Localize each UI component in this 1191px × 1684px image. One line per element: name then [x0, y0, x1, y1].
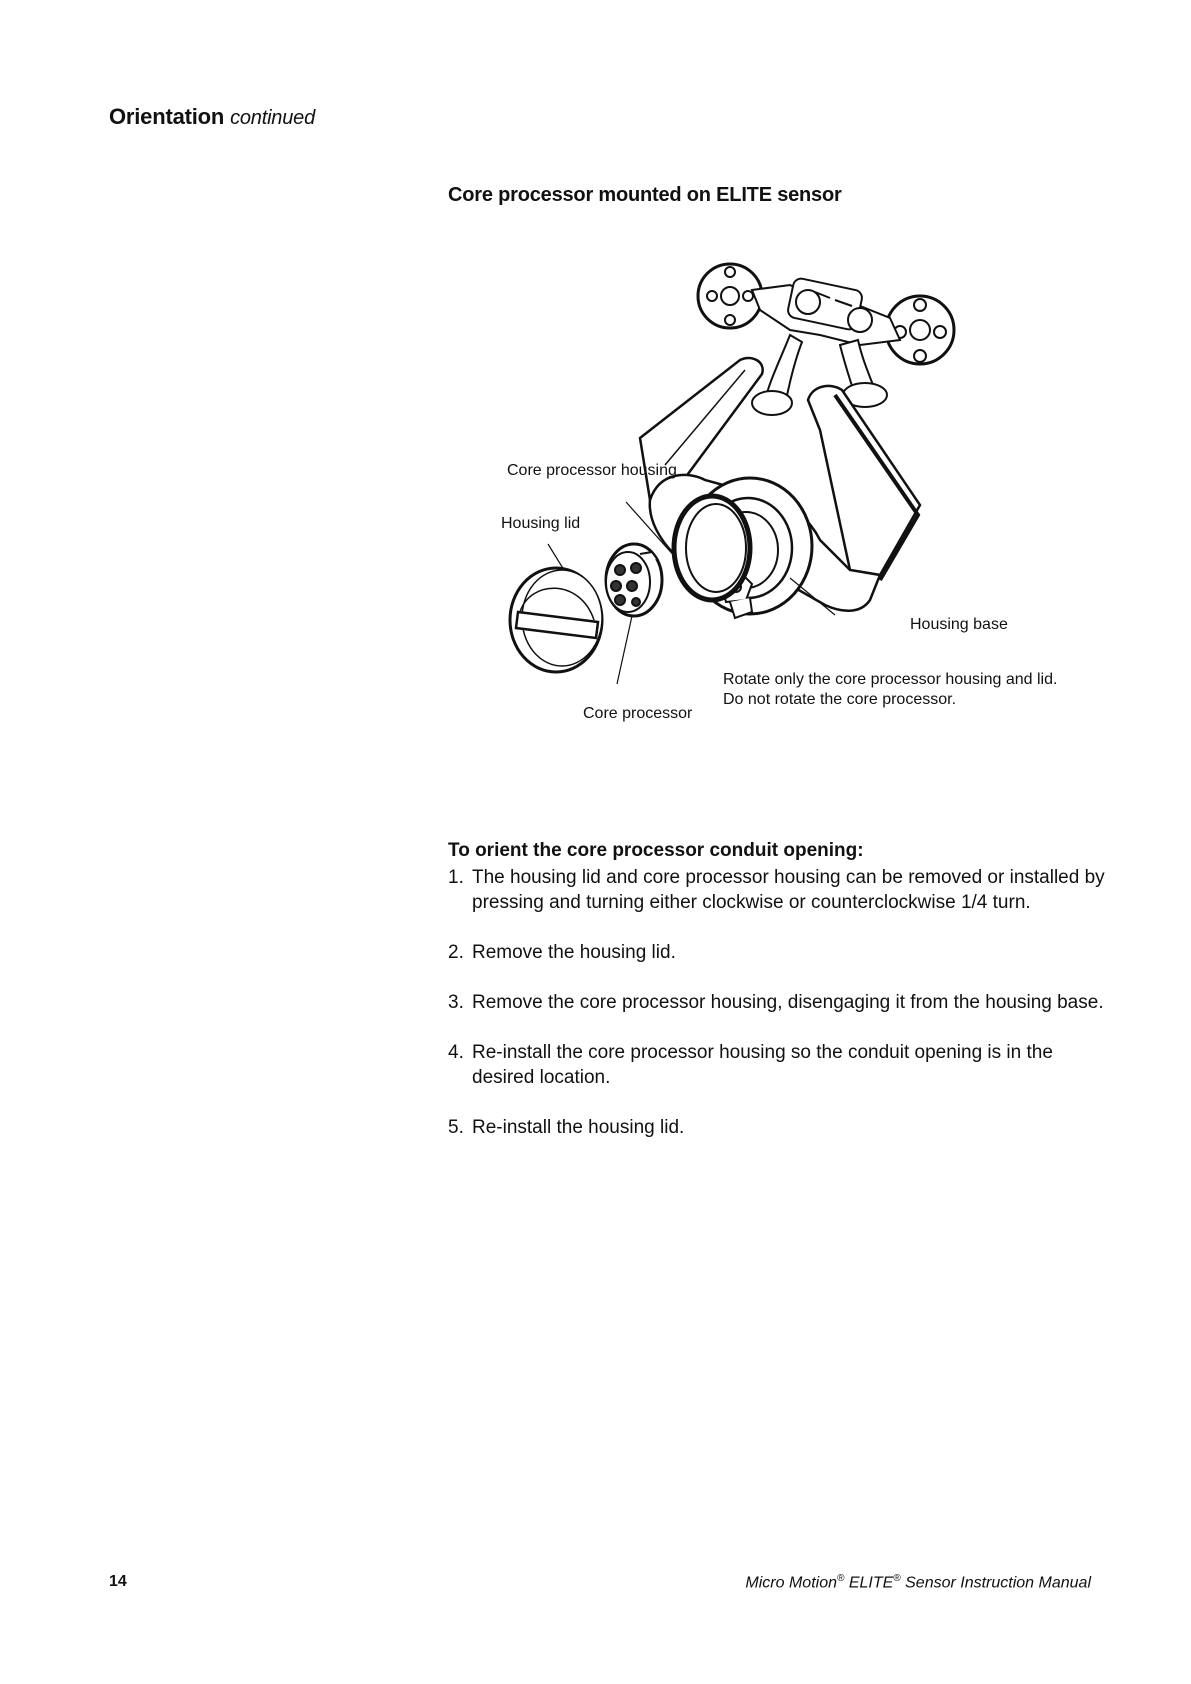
step-text: Re-install the housing lid. [472, 1117, 685, 1138]
step-text: Remove the core processor housing, disengaging it from the housing base. [472, 992, 1104, 1013]
list-item [448, 1115, 1108, 1140]
left-flange [698, 264, 762, 328]
core-processor-housing-shape [674, 496, 750, 600]
footer-manual-title [745, 1573, 1091, 1592]
list-item [448, 940, 1108, 965]
list-item [448, 865, 1108, 915]
footer-brand: Micro Motion [745, 1574, 837, 1592]
footer-reg-mark-2: ® [893, 1573, 901, 1584]
sensor-diagram [490, 240, 1090, 770]
page-number: 14 [109, 1573, 127, 1590]
step-number: 4. [448, 1042, 464, 1063]
step-number: 2. [448, 942, 464, 963]
section-heading [109, 104, 315, 130]
procedure-title: To orient the core processor conduit opening: [448, 840, 864, 861]
footer-product: ELITE [848, 1574, 894, 1592]
footer-reg-mark: ® [837, 1573, 845, 1584]
step-number: 5. [448, 1117, 464, 1138]
leader-housing-lid [548, 544, 564, 570]
step-number: 1. [448, 867, 464, 888]
step-text: Remove the housing lid. [472, 942, 676, 963]
step-text: The housing lid and core processor housing can be removed or installed by pressing and turning either clockwise or counterclockwise 1/4 turn. [472, 867, 1105, 913]
procedure-steps [448, 865, 1108, 1165]
list-item [448, 990, 1108, 1015]
leader-core-processor [617, 616, 632, 684]
list-item [448, 1040, 1108, 1090]
step-text: Re-install the core processor housing so the conduit opening is in the desired location. [472, 1042, 1053, 1088]
callout-core-processor-housing: Core processor housing [507, 462, 677, 479]
continued-label: continued [230, 107, 316, 129]
rotation-note: Rotate only the core processor housing and lid. Do not rotate the core processor. [723, 671, 1058, 708]
callout-housing-lid: Housing lid [501, 515, 581, 532]
callout-housing-base: Housing base [910, 616, 1008, 633]
step-number: 3. [448, 992, 464, 1013]
core-processor-shape [606, 544, 662, 616]
callout-core-processor: Core processor [583, 705, 693, 722]
section-title: Orientation [109, 104, 225, 129]
housing-lid-shape [510, 568, 602, 672]
figure-title: Core processor mounted on ELITE sensor [448, 184, 842, 206]
footer-doc-title: Sensor Instruction Manual [905, 1574, 1091, 1592]
